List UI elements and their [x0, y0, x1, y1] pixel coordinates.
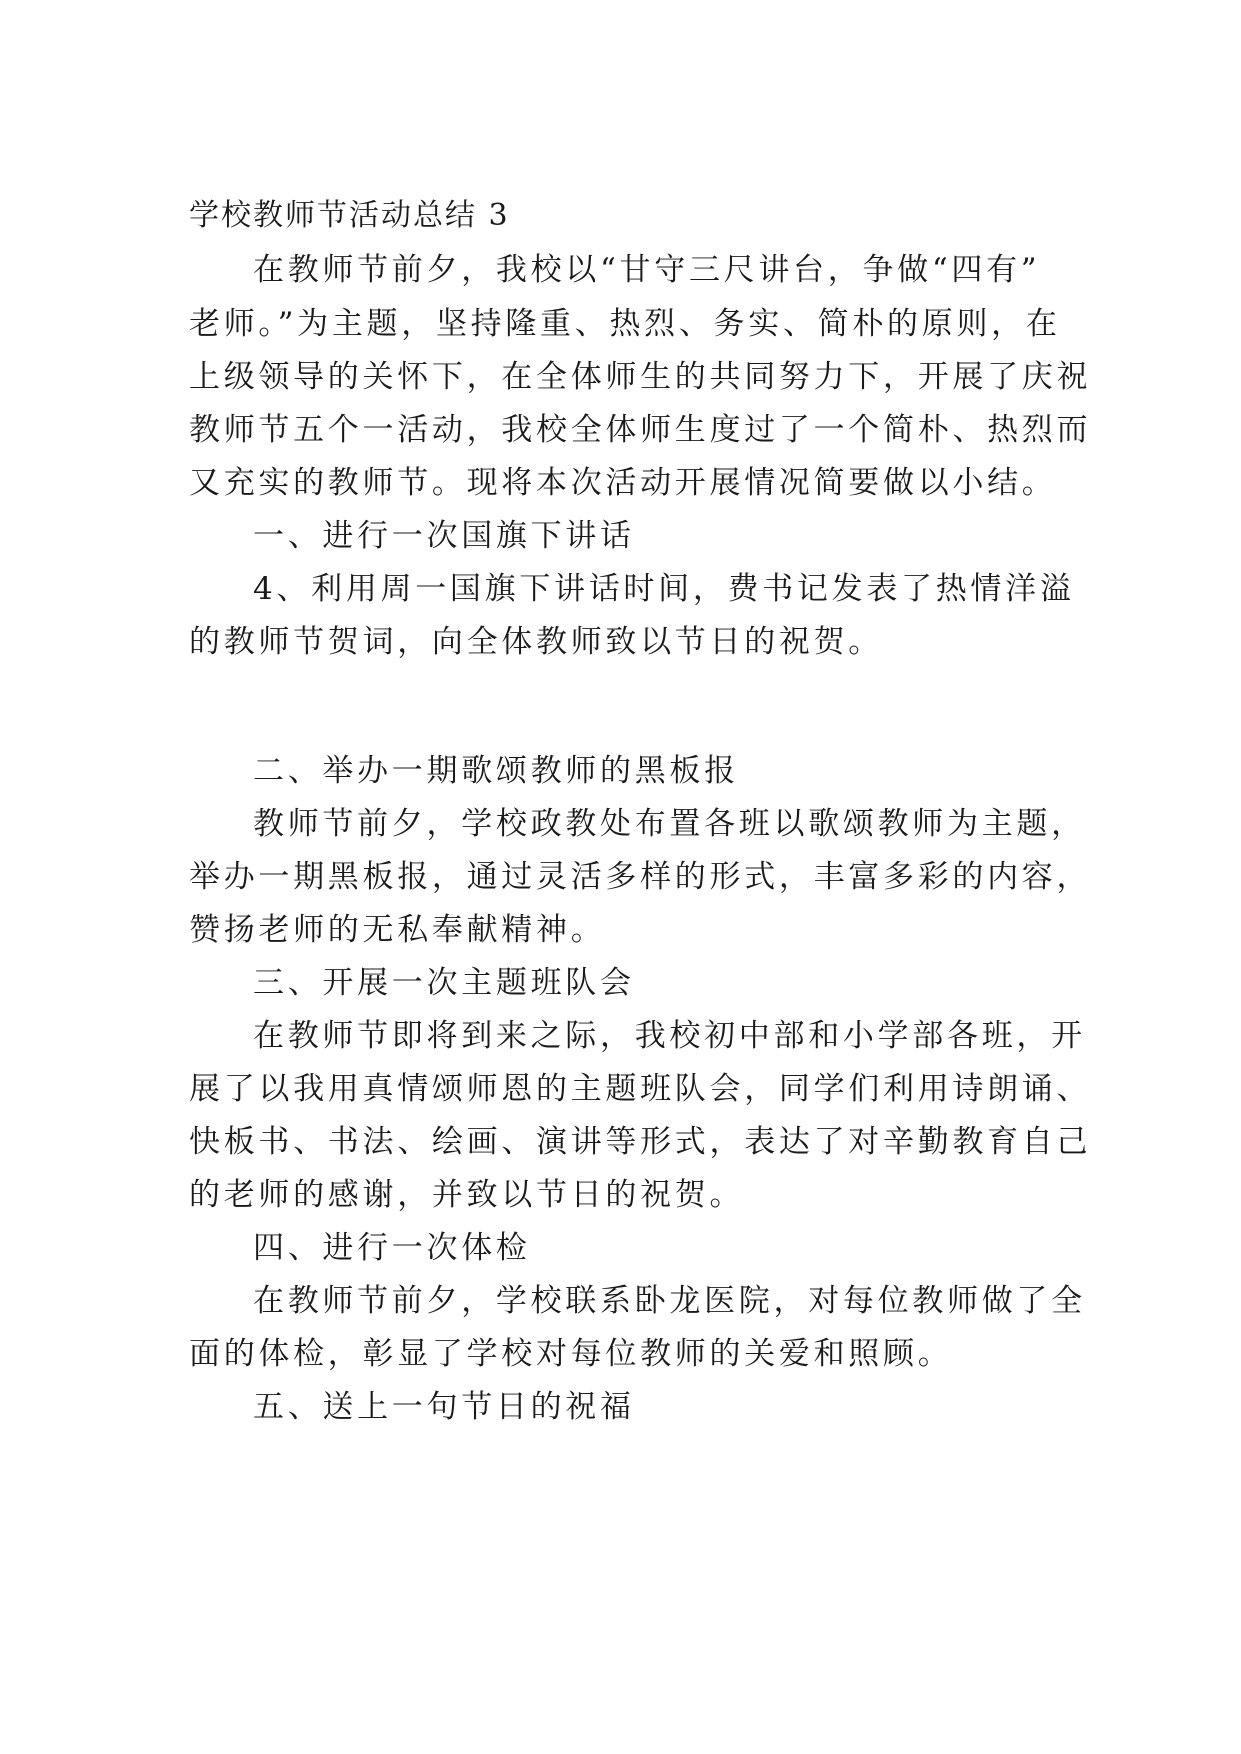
document-title: 学校教师节活动总结 3: [189, 198, 510, 233]
section-4-heading: 四、进行一次体检: [253, 1230, 531, 1266]
intro-line-5: 又充实的教师节。现将本次活动开展情况简要做以小结。: [189, 465, 1057, 501]
section-5-heading: 五、送上一句节日的祝福: [253, 1389, 635, 1425]
section-2-line-2: 举办一期黑板报，通过灵活多样的形式，丰富多彩的内容，: [189, 859, 1092, 895]
section-3-line-1: 在教师节即将到来之际，我校初中部和小学部各班，开: [253, 1018, 1086, 1054]
section-3-line-2: 展了以我用真情颂师恩的主题班队会，同学们利用诗朗诵、: [189, 1071, 1092, 1107]
intro-line-4: 教师节五个一活动，我校全体师生度过了一个简朴、热烈而: [189, 412, 1092, 448]
intro-line-2: 老师。”为主题，坚持隆重、热烈、务实、简朴的原则，在: [189, 306, 1061, 342]
intro-line-3: 上级领导的关怀下，在全体师生的共同努力下，开展了庆祝: [189, 359, 1092, 395]
section-1-heading: 一、进行一次国旗下讲话: [253, 518, 635, 554]
section-3-line-4: 的老师的感谢，并致以节日的祝贺。: [189, 1177, 745, 1213]
section-2-line-3: 赞扬老师的无私奉献精神。: [189, 912, 606, 948]
section-2-line-1: 教师节前夕，学校政教处布置各班以歌颂教师为主题，: [253, 806, 1086, 842]
section-1-line-1: 4、利用周一国旗下讲话时间，费书记发表了热情洋溢: [253, 571, 1075, 607]
section-3-line-3: 快板书、书法、绘画、演讲等形式，表达了对辛勤教育自己: [189, 1124, 1092, 1160]
intro-line-1: 在教师节前夕，我校以“甘守三尺讲台，争做“四有”: [253, 252, 1041, 288]
section-2-heading: 二、举办一期歌颂教师的黑板报: [253, 753, 739, 789]
section-1-line-2: 的教师节贺词，向全体教师致以节日的祝贺。: [189, 624, 883, 660]
section-3-heading: 三、开展一次主题班队会: [253, 965, 635, 1001]
section-4-line-2: 面的体检，彰显了学校对每位教师的关爱和照顾。: [189, 1336, 953, 1372]
section-4-line-1: 在教师节前夕，学校联系卧龙医院，对每位教师做了全: [253, 1283, 1086, 1319]
